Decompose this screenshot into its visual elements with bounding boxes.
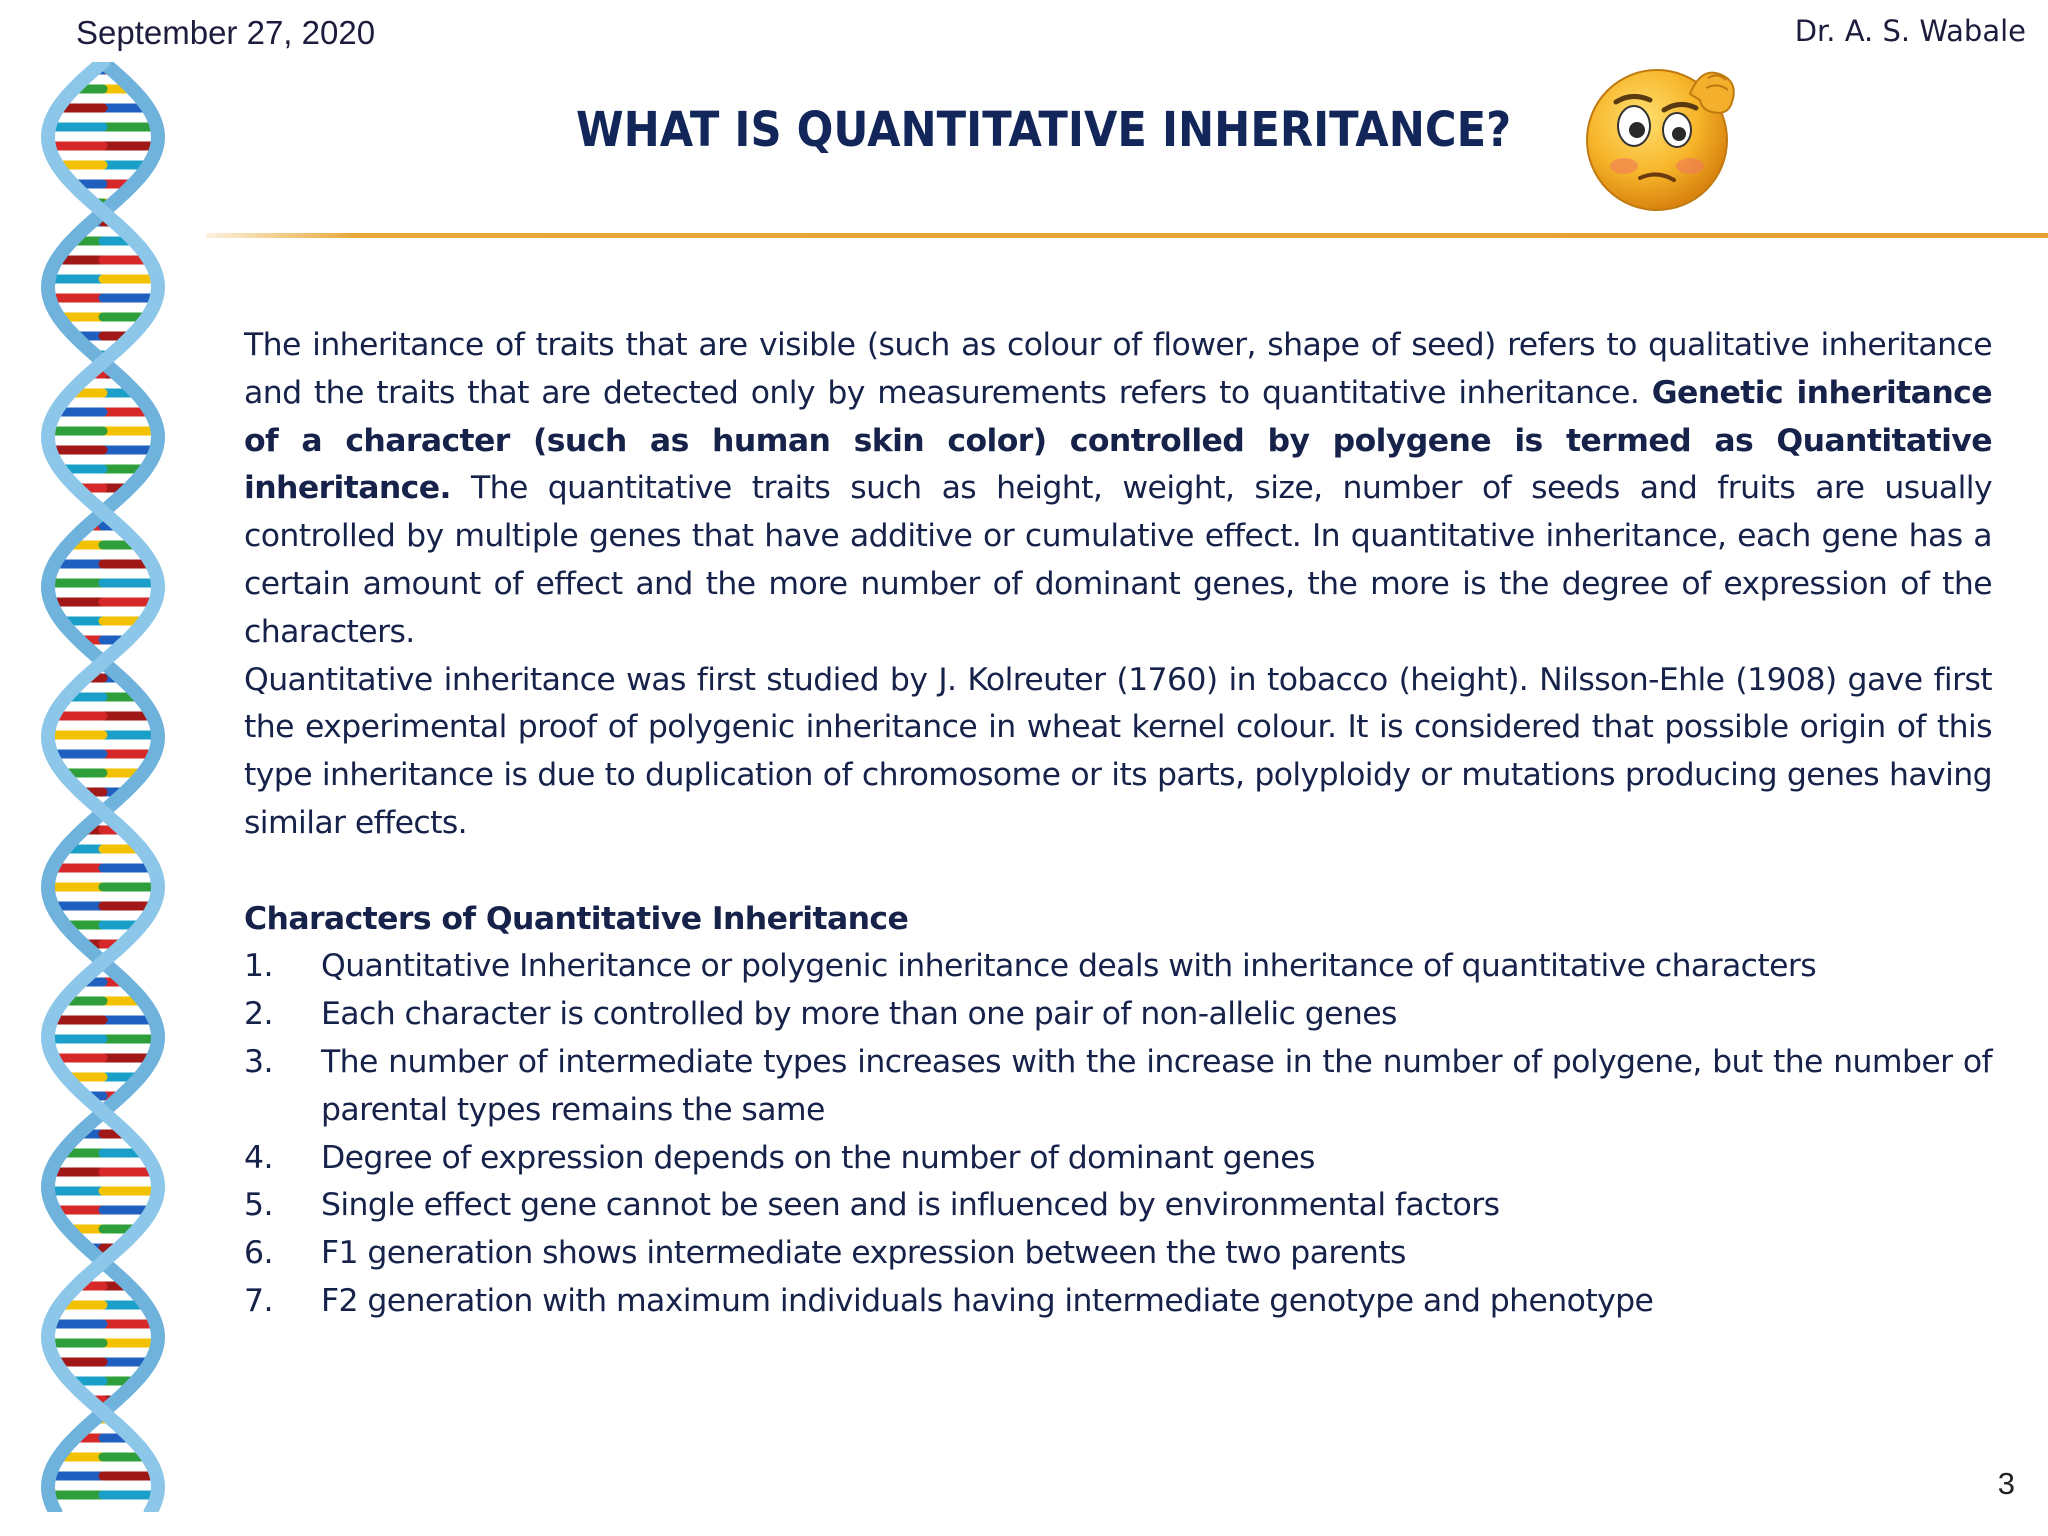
- list-item: 4. Degree of expression depends on the number of dominant genes: [244, 1139, 1315, 1176]
- slide-author: Dr. A. S. Wabale: [1794, 14, 2026, 48]
- characters-heading: Characters of Quantitative Inheritance: [244, 900, 909, 937]
- list-item: 7. F2 generation with maximum individuals having intermediate genotype and phenotype: [244, 1282, 1654, 1319]
- slide-date: September 27, 2020: [76, 14, 376, 51]
- list-item: 5. Single effect gene cannot be seen and is influenced by environmental factors: [244, 1187, 1500, 1224]
- slide-body: [244, 322, 1992, 1326]
- dna-helix-icon: [28, 62, 178, 1512]
- paragraph-rest: The quantitative traits such as height, weight, size, number of seeds and fruits are usually controlled by multiple genes that have additive or cumulative effect. In quantitative inheritance, each gene has a certain amount of effect and the more number of dominant genes, the more is the degree of expression of the characters.: [244, 470, 1992, 650]
- page-number: 3: [1997, 1466, 2015, 1501]
- list-item: 2. Each character is controlled by more than one pair of non-allelic genes: [244, 996, 1397, 1033]
- paragraph-intro: The inheritance of traits that are visible (such as colour of flower, shape of seed) refers to qualitative inheritance and the traits that are detected only by measurements refers to quantitative inheritance.: [244, 327, 1992, 411]
- paragraph-bold-definition: Genetic inheritance of a character (such as human skin color) controlled by polygene is termed as Quantitative inheritance.: [244, 374, 1992, 507]
- thinking-emoji-icon: [1562, 54, 1772, 214]
- list-item: 3. The number of intermediate types increases with the increase in the number of polygene, but the number of parental types remains the same: [244, 1043, 1992, 1128]
- slide-title: WHAT IS QUANTITATIVE INHERITANCE?: [576, 102, 1512, 158]
- list-item: 6. F1 generation shows intermediate expression between the two parents: [244, 1235, 1406, 1272]
- paragraph-definition: [244, 322, 1992, 657]
- paragraph-history: Quantitative inheritance was first studied by J. Kolreuter (1760) in tobacco (height). Nilsson-Ehle (1908) gave first the experimental proof of polygenic inheritance in wheat kernel colour. It is considered that possible origin of this type inheritance is due to duplication of chromosome or its parts, polyploidy or mutations producing genes having similar effects.: [244, 661, 1992, 841]
- title-divider: [206, 233, 2048, 238]
- characters-list: [244, 943, 1992, 1325]
- list-item: 1. Quantitative Inheritance or polygenic inheritance deals with inheritance of quantitative characters: [244, 948, 1817, 985]
